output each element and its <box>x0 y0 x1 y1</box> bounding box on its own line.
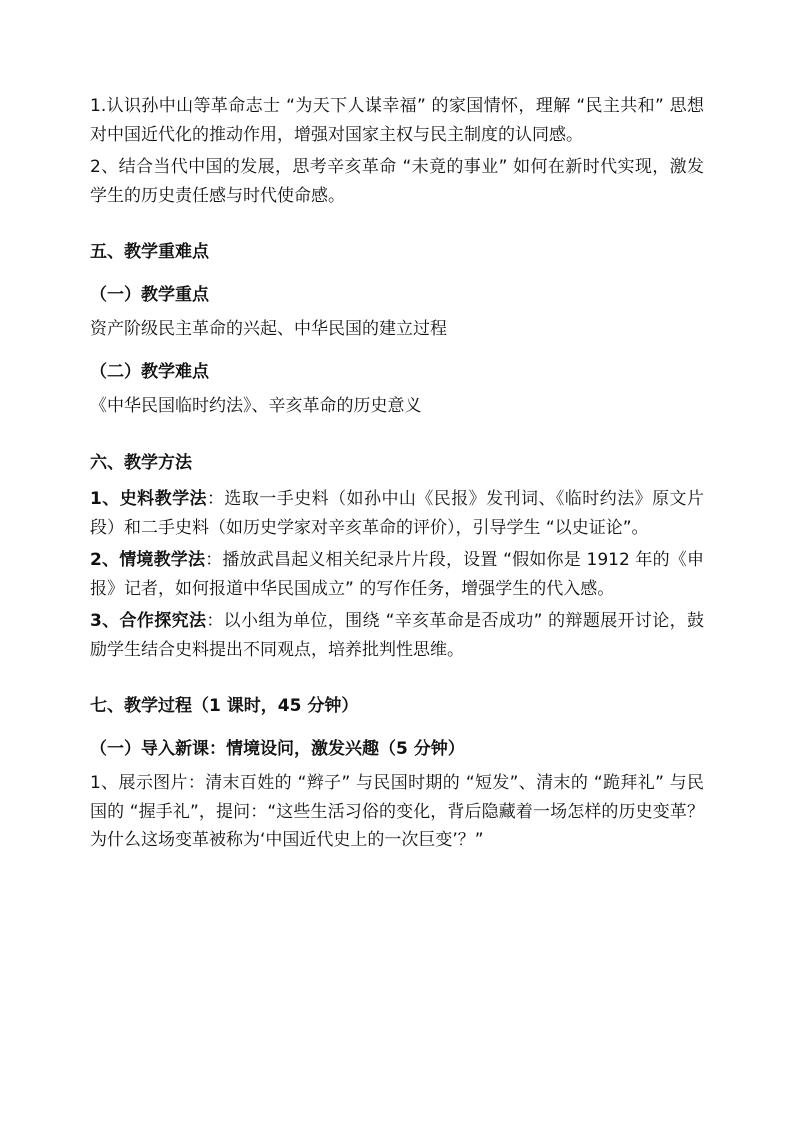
teaching-key-heading: （一）教学重点 <box>90 284 209 305</box>
section-7-heading: 七、教学过程（1 课时，45 分钟） <box>90 696 359 716</box>
method-1-label: 1、史料教学法 <box>90 489 207 509</box>
method-1-text: ：选取一手史料（如孙中山《民报》发刊词、《临时约法》原文片段）和二手史料（如历史学家对辛亥革命的评价），引导学生 “以史证论”。 <box>90 489 704 538</box>
section-6-heading: 六、教学方法 <box>90 452 192 473</box>
lesson-intro-heading: （一）导入新课：情境设问，激发兴趣（5 分钟） <box>90 738 465 759</box>
page-content <box>90 92 704 855</box>
teaching-difficulty-heading: （二）教学难点 <box>90 361 209 382</box>
method-2-text: ：播放武昌起义相关纪录片片段，设置 “假如你是 1912 年的《申报》记者，如何报道中华民国成立” 的写作任务，增强学生的代入感。 <box>90 550 704 599</box>
method-2-label: 2、情境教学法 <box>90 550 206 570</box>
goal-item-2: 2、结合当代中国的发展，思考辛亥革命 “未竟的事业” 如何在新时代实现，激发学生的历史责任感与时代使命感。 <box>90 157 704 206</box>
method-3-label: 3、合作探究法 <box>90 611 207 631</box>
teaching-key-text: 资产阶级民主革命的兴起、中华民国的建立过程 <box>90 319 447 339</box>
method-2 <box>90 546 704 603</box>
method-3-text: ：以小组为单位，围绕 “辛亥革命是否成功” 的辩题展开讨论，鼓励学生结合史料提出不同观点，培养批判性思维。 <box>90 611 704 660</box>
method-3 <box>90 607 704 664</box>
teaching-difficulty-text: 《中华民国临时约法》、辛亥革命的历史意义 <box>90 396 422 416</box>
section-5-heading: 五、教学重难点 <box>90 242 209 262</box>
method-1 <box>90 485 704 542</box>
lesson-intro-text: 1、展示图片：清末百姓的 “辫子” 与民国时期的 “短发”、清末的 “跪拜礼” 与民国的 “握手礼”，提问：“这些生活习俗的变化，背后隐藏着一场怎样的历史变革？为什么这场变革被称为‘中国近代史上的一次巨变’？” <box>90 773 704 850</box>
goal-item-1: 1.认识孙中山等革命志士 “为天下人谋幸福” 的家国情怀，理解 “民主共和” 思想对中国近代化的推动作用，增强对国家主权与民主制度的认同感。 <box>90 96 704 145</box>
